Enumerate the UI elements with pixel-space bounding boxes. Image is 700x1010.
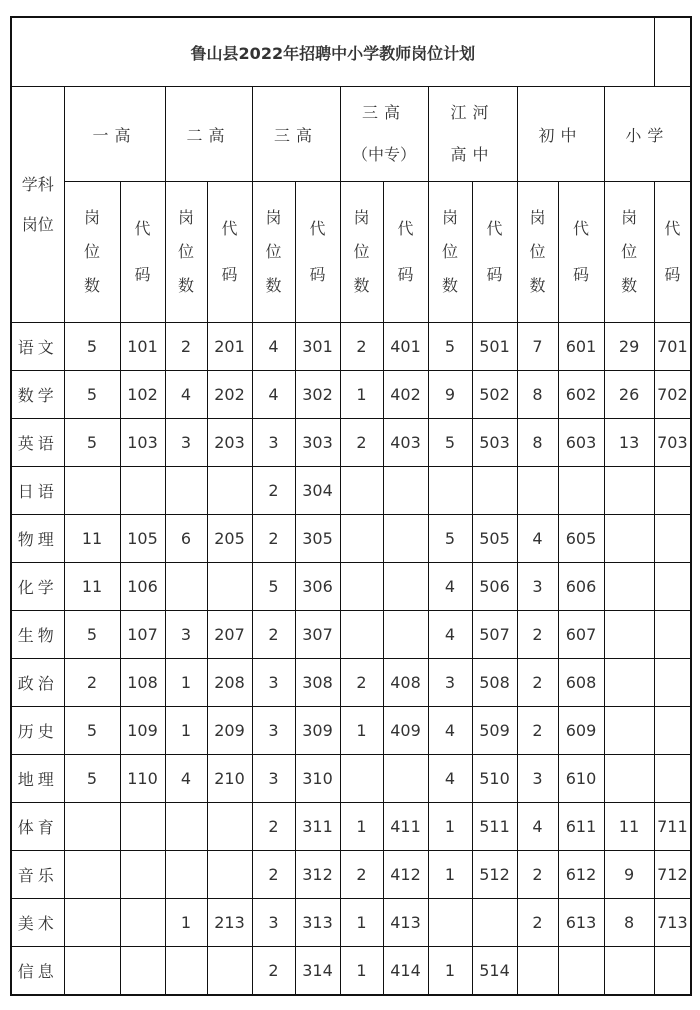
positions-count-cell: 5 — [64, 371, 120, 419]
positions-count-cell: 4 — [428, 563, 472, 611]
code-cell: 301 — [295, 323, 340, 371]
positions-count-cell: 2 — [252, 803, 295, 851]
table-row — [11, 755, 691, 803]
code-cell: 213 — [207, 899, 252, 947]
code-cell: 606 — [558, 563, 604, 611]
table-row — [11, 371, 691, 419]
positions-count-cell: 5 — [428, 419, 472, 467]
positions-count-cell: 4 — [517, 803, 558, 851]
code-cell: 503 — [472, 419, 517, 467]
code-cell: 703 — [654, 419, 691, 467]
code-cell: 201 — [207, 323, 252, 371]
positions-count-cell: 5 — [64, 707, 120, 755]
code-cell: 413 — [383, 899, 428, 947]
positions-count-cell — [428, 899, 472, 947]
group-header-5: 江河 高中 — [428, 87, 517, 182]
positions-count-cell: 1 — [165, 659, 207, 707]
positions-count-cell: 2 — [340, 323, 383, 371]
positions-count-cell: 5 — [428, 323, 472, 371]
positions-count-cell: 1 — [340, 707, 383, 755]
code-cell — [654, 755, 691, 803]
code-cell: 408 — [383, 659, 428, 707]
positions-count-cell: 26 — [604, 371, 654, 419]
table-row — [11, 611, 691, 659]
positions-count-cell — [64, 899, 120, 947]
code-cell: 501 — [472, 323, 517, 371]
code-cell: 612 — [558, 851, 604, 899]
positions-count-cell: 29 — [604, 323, 654, 371]
positions-count-cell: 11 — [64, 563, 120, 611]
code-cell: 712 — [654, 851, 691, 899]
positions-count-cell — [604, 515, 654, 563]
subject-cell: 美术 — [11, 899, 64, 947]
positions-count-cell — [340, 611, 383, 659]
code-cell: 514 — [472, 947, 517, 996]
positions-count-cell: 9 — [428, 371, 472, 419]
positions-count-cell — [165, 947, 207, 996]
code-cell — [383, 611, 428, 659]
table-row — [11, 707, 691, 755]
positions-count-header: 岗 位 数 — [428, 182, 472, 323]
code-cell: 409 — [383, 707, 428, 755]
positions-count-cell — [604, 659, 654, 707]
positions-count-cell: 2 — [340, 659, 383, 707]
code-cell: 207 — [207, 611, 252, 659]
code-cell: 106 — [120, 563, 165, 611]
positions-count-cell: 5 — [252, 563, 295, 611]
subject-cell: 体育 — [11, 803, 64, 851]
code-cell: 105 — [120, 515, 165, 563]
subject-cell: 音乐 — [11, 851, 64, 899]
subject-cell: 物理 — [11, 515, 64, 563]
code-cell: 512 — [472, 851, 517, 899]
code-cell: 108 — [120, 659, 165, 707]
subject-cell: 数学 — [11, 371, 64, 419]
code-cell: 611 — [558, 803, 604, 851]
positions-count-cell: 2 — [252, 851, 295, 899]
positions-count-cell: 2 — [252, 515, 295, 563]
positions-count-cell — [604, 707, 654, 755]
table-row — [11, 899, 691, 947]
positions-count-cell: 8 — [517, 419, 558, 467]
positions-count-cell: 5 — [428, 515, 472, 563]
positions-count-cell: 2 — [165, 323, 207, 371]
code-cell: 202 — [207, 371, 252, 419]
code-cell: 107 — [120, 611, 165, 659]
positions-count-cell — [604, 755, 654, 803]
code-cell: 610 — [558, 755, 604, 803]
code-cell: 205 — [207, 515, 252, 563]
positions-count-cell: 2 — [340, 851, 383, 899]
positions-count-cell: 8 — [517, 371, 558, 419]
positions-count-cell: 11 — [64, 515, 120, 563]
table-row — [11, 851, 691, 899]
positions-count-cell — [604, 467, 654, 515]
code-cell: 303 — [295, 419, 340, 467]
positions-count-cell: 3 — [252, 707, 295, 755]
positions-count-cell: 1 — [165, 899, 207, 947]
sub-header-row — [11, 182, 691, 323]
positions-count-cell — [165, 851, 207, 899]
corner-label-line1: 学科 — [21, 174, 54, 194]
code-cell — [654, 515, 691, 563]
code-cell: 502 — [472, 371, 517, 419]
code-cell: 601 — [558, 323, 604, 371]
code-cell: 109 — [120, 707, 165, 755]
positions-count-cell — [165, 803, 207, 851]
code-cell: 605 — [558, 515, 604, 563]
subject-cell: 信息 — [11, 947, 64, 996]
code-cell — [120, 803, 165, 851]
positions-count-cell: 2 — [64, 659, 120, 707]
positions-count-cell: 3 — [252, 899, 295, 947]
positions-count-cell: 1 — [340, 947, 383, 996]
code-cell — [558, 467, 604, 515]
positions-count-cell: 4 — [428, 755, 472, 803]
code-cell — [654, 467, 691, 515]
positions-count-cell: 9 — [604, 851, 654, 899]
group-header-2: 二高 — [165, 87, 252, 182]
positions-count-cell — [517, 947, 558, 996]
code-cell: 101 — [120, 323, 165, 371]
code-cell: 305 — [295, 515, 340, 563]
code-cell: 313 — [295, 899, 340, 947]
positions-count-cell: 5 — [64, 611, 120, 659]
code-cell: 403 — [383, 419, 428, 467]
code-cell: 609 — [558, 707, 604, 755]
code-cell: 311 — [295, 803, 340, 851]
table-row — [11, 947, 691, 996]
code-cell: 304 — [295, 467, 340, 515]
table-row — [11, 515, 691, 563]
subject-cell: 地理 — [11, 755, 64, 803]
positions-count-cell — [604, 611, 654, 659]
positions-count-cell: 3 — [517, 755, 558, 803]
code-cell: 309 — [295, 707, 340, 755]
code-cell: 310 — [295, 755, 340, 803]
positions-count-cell: 3 — [517, 563, 558, 611]
code-cell: 412 — [383, 851, 428, 899]
code-header: 代 码 — [120, 182, 165, 323]
code-header: 代 码 — [295, 182, 340, 323]
positions-count-cell: 4 — [428, 611, 472, 659]
code-cell: 713 — [654, 899, 691, 947]
code-cell: 603 — [558, 419, 604, 467]
positions-count-cell: 1 — [165, 707, 207, 755]
positions-count-cell — [604, 947, 654, 996]
positions-count-cell — [428, 467, 472, 515]
code-header: 代 码 — [383, 182, 428, 323]
positions-count-cell: 13 — [604, 419, 654, 467]
positions-count-cell: 2 — [517, 851, 558, 899]
positions-count-cell: 8 — [604, 899, 654, 947]
table-row — [11, 659, 691, 707]
code-cell: 506 — [472, 563, 517, 611]
code-cell — [207, 851, 252, 899]
table-title: 鲁山县2022年招聘中小学教师岗位计划 — [11, 17, 654, 87]
positions-count-cell — [64, 947, 120, 996]
code-cell: 702 — [654, 371, 691, 419]
code-cell: 511 — [472, 803, 517, 851]
code-cell: 103 — [120, 419, 165, 467]
positions-count-cell — [340, 467, 383, 515]
positions-count-cell — [517, 467, 558, 515]
code-cell — [654, 707, 691, 755]
code-cell: 208 — [207, 659, 252, 707]
positions-count-cell: 3 — [165, 611, 207, 659]
code-cell: 401 — [383, 323, 428, 371]
code-cell: 402 — [383, 371, 428, 419]
positions-count-cell: 4 — [428, 707, 472, 755]
subject-cell: 英语 — [11, 419, 64, 467]
code-header: 代 码 — [558, 182, 604, 323]
positions-count-cell: 2 — [252, 611, 295, 659]
positions-count-cell — [64, 803, 120, 851]
code-cell: 701 — [654, 323, 691, 371]
positions-count-header: 岗 位 数 — [165, 182, 207, 323]
code-cell — [654, 563, 691, 611]
positions-count-cell: 2 — [517, 611, 558, 659]
code-header: 代 码 — [654, 182, 691, 323]
positions-count-cell: 1 — [340, 899, 383, 947]
code-cell — [120, 851, 165, 899]
positions-count-cell: 7 — [517, 323, 558, 371]
code-cell — [558, 947, 604, 996]
corner-header — [11, 87, 64, 323]
positions-count-cell: 4 — [165, 371, 207, 419]
code-cell: 507 — [472, 611, 517, 659]
code-cell — [383, 755, 428, 803]
positions-count-cell — [340, 755, 383, 803]
subject-cell: 生物 — [11, 611, 64, 659]
group-header-4: 三高 （中专） — [340, 87, 428, 182]
positions-count-header: 岗 位 数 — [517, 182, 558, 323]
positions-count-cell: 1 — [428, 947, 472, 996]
recruitment-plan-table — [10, 16, 692, 996]
code-cell: 312 — [295, 851, 340, 899]
subject-cell: 政治 — [11, 659, 64, 707]
subject-cell: 历史 — [11, 707, 64, 755]
positions-count-cell: 4 — [252, 371, 295, 419]
positions-count-cell: 1 — [340, 803, 383, 851]
positions-count-cell — [340, 515, 383, 563]
positions-count-cell: 4 — [165, 755, 207, 803]
table-row — [11, 563, 691, 611]
code-cell: 414 — [383, 947, 428, 996]
code-cell: 302 — [295, 371, 340, 419]
positions-count-cell: 3 — [428, 659, 472, 707]
code-cell: 307 — [295, 611, 340, 659]
subject-cell: 化学 — [11, 563, 64, 611]
table-row — [11, 419, 691, 467]
positions-count-cell — [64, 851, 120, 899]
code-cell: 210 — [207, 755, 252, 803]
code-cell: 613 — [558, 899, 604, 947]
code-cell: 608 — [558, 659, 604, 707]
positions-count-cell: 5 — [64, 323, 120, 371]
code-cell: 308 — [295, 659, 340, 707]
code-cell — [654, 947, 691, 996]
positions-count-cell — [165, 467, 207, 515]
code-cell: 314 — [295, 947, 340, 996]
group-header-6: 初中 — [517, 87, 604, 182]
positions-count-header: 岗 位 数 — [64, 182, 120, 323]
positions-count-cell: 1 — [428, 803, 472, 851]
code-cell: 505 — [472, 515, 517, 563]
positions-count-cell: 3 — [252, 755, 295, 803]
positions-count-cell: 5 — [64, 755, 120, 803]
table-row — [11, 323, 691, 371]
corner-label-line2: 岗位 — [21, 214, 54, 234]
positions-count-cell: 2 — [252, 467, 295, 515]
positions-count-header: 岗 位 数 — [340, 182, 383, 323]
positions-count-header: 岗 位 数 — [604, 182, 654, 323]
positions-count-cell: 1 — [340, 371, 383, 419]
code-cell — [120, 467, 165, 515]
table-row — [11, 467, 691, 515]
code-cell — [120, 947, 165, 996]
code-cell: 110 — [120, 755, 165, 803]
positions-count-cell: 6 — [165, 515, 207, 563]
subject-cell: 日语 — [11, 467, 64, 515]
positions-count-cell: 4 — [517, 515, 558, 563]
positions-count-cell: 3 — [252, 419, 295, 467]
code-cell — [472, 899, 517, 947]
code-cell — [207, 563, 252, 611]
code-cell — [207, 803, 252, 851]
positions-count-cell — [64, 467, 120, 515]
positions-count-cell: 2 — [517, 707, 558, 755]
positions-count-cell — [165, 563, 207, 611]
positions-count-cell: 2 — [517, 899, 558, 947]
positions-count-cell — [340, 563, 383, 611]
code-cell: 209 — [207, 707, 252, 755]
group-header-7: 小学 — [604, 87, 691, 182]
code-cell — [207, 947, 252, 996]
subject-cell: 语文 — [11, 323, 64, 371]
code-cell — [383, 563, 428, 611]
group-header-1: 一高 — [64, 87, 165, 182]
positions-count-cell: 1 — [428, 851, 472, 899]
positions-count-cell: 5 — [64, 419, 120, 467]
code-cell: 509 — [472, 707, 517, 755]
positions-count-cell: 3 — [165, 419, 207, 467]
positions-count-cell: 4 — [252, 323, 295, 371]
code-cell — [383, 467, 428, 515]
positions-count-cell — [604, 563, 654, 611]
code-cell: 102 — [120, 371, 165, 419]
code-cell — [207, 467, 252, 515]
code-cell: 203 — [207, 419, 252, 467]
code-cell: 306 — [295, 563, 340, 611]
code-cell: 510 — [472, 755, 517, 803]
code-cell: 607 — [558, 611, 604, 659]
positions-count-cell: 2 — [517, 659, 558, 707]
code-cell — [654, 611, 691, 659]
code-cell — [654, 659, 691, 707]
group-header-3: 三高 — [252, 87, 340, 182]
code-cell — [120, 899, 165, 947]
table-row — [11, 803, 691, 851]
positions-count-header: 岗 位 数 — [252, 182, 295, 323]
code-cell — [383, 515, 428, 563]
code-cell: 411 — [383, 803, 428, 851]
title-side-cell — [654, 17, 691, 87]
code-cell — [472, 467, 517, 515]
code-cell: 711 — [654, 803, 691, 851]
code-header: 代 码 — [472, 182, 517, 323]
code-header: 代 码 — [207, 182, 252, 323]
positions-count-cell: 2 — [252, 947, 295, 996]
positions-count-cell: 11 — [604, 803, 654, 851]
code-cell: 602 — [558, 371, 604, 419]
positions-count-cell: 2 — [340, 419, 383, 467]
code-cell: 508 — [472, 659, 517, 707]
positions-count-cell: 3 — [252, 659, 295, 707]
